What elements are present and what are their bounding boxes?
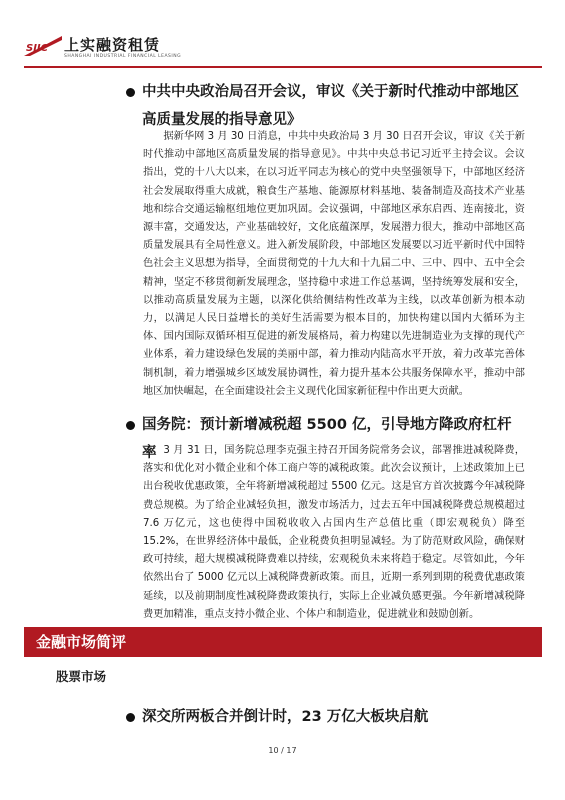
company-name: 上实融资租赁 [64, 36, 161, 54]
stock-market-title: 深交所两板合并倒计时，23 万亿大板块启航 [142, 709, 429, 725]
article-1-heading [142, 78, 522, 134]
article-1-body: 据新华网 3 月 30 日消息，中共中央政治局 3 月 30 日召开会议，审议《关于新时代推动中部地区高质量发展的指导意见》。中共中央总书记习近平主持会议。会议指出，党的十八大以来，在以习近平同志为核心的党中央坚强领导下，中部地区经济社会发展取得重大成就，粮食生产基地、能源原材料基地、装备制造及高技术产业基地和综合交通运输枢纽地位更加巩固。会议强调，中部地区承东启西、连南接北，资源丰富，交通发达，产业基础较好，文化底蕴深厚，发展潜力很大，推动中部地区高质量发展具有全局性意义。进入新发展阶段，中部地区发展要以习近平新时代中国特色社会主义思想为指导，全面贯彻党的十九大和十九届二中、三中、四中、五中全会精神，坚定不移贯彻新发展理念，坚持稳中求进工作总基调，坚持统筹发展和安全，以推动高质量发展为主题，以深化供给侧结构性改革为主线，以改革创新为根本动力，以满足人民日益增长的美好生活需要为根本目的，加快构建以国内大循环为主体、国内国际双循环相互促进的新发展格局，着力构建以先进制造业为支撑的现代产业体系，着力建设绿色发展的美丽中部，着力推动内陆高水平开放，着力改革完善体制机制，着力增强城乡区域发展协调性，着力提升基本公共服务保障水平，推动中部地区加快崛起，在全面建设社会主义现代化国家新征程中作出更大贡献。 [143, 131, 525, 397]
article-1-title: 中共中央政治局召开会议，审议《关于新时代推动中部地区高质量发展的指导意见》 [142, 84, 519, 128]
company-english-name: SHANGHAI INDUSTRIAL FINANCIAL LEASING [64, 54, 182, 59]
article-2-body: 3 月 31 日，国务院总理李克强主持召开国务院常务会议，部署推进减税降费，落实和优化对小微企业和个体工商户等的减税政策。此次会议预计，上述政策加上已出台税收优惠政策，全年将新增减税超过 5500 亿元。这是官方首次披露今年减税降费总规模。为了给企业减轻负担，激发市场活力，过去五年中国减税降费总规模超过 7.6 万亿元，这也使得中国税收收入占国内生产总值比重（即宏观税负）降至 15.2%，在世界经济体中最低，企业税费负担明显减轻。为了防范财政风险，确保财政可持续，超大规模减税降费难以持续，宏观税负未来将趋于稳定。尽管如此，今年依然出台了 5000 亿元以上减税降费新政策。而且，近期一系列到期的税费优惠政策延续，以及前期制度性减税降费政策执行，实际上企业减负感更强。今年新增减税降费更加精准，重点支持小微企业、个体户和制造业，促进就业和鼓励创新。 [143, 445, 525, 620]
page-number: 10 / 17 [268, 746, 297, 755]
subsection-title: 股票市场 [56, 669, 107, 684]
article-2-title: 国务院：预计新增减税超 5500 亿，引导地方降政府杠杆率 [142, 417, 512, 461]
page-header [24, 30, 544, 70]
bullet-icon [126, 88, 135, 97]
svg-text:SIIC: SIIC [26, 43, 48, 54]
siic-logo-icon [24, 34, 62, 58]
section-title-band: 金融市场简评 [24, 627, 542, 657]
bullet-icon [126, 713, 135, 722]
bullet-icon [126, 421, 135, 430]
header-divider [24, 66, 542, 68]
stock-market-heading [142, 703, 522, 731]
